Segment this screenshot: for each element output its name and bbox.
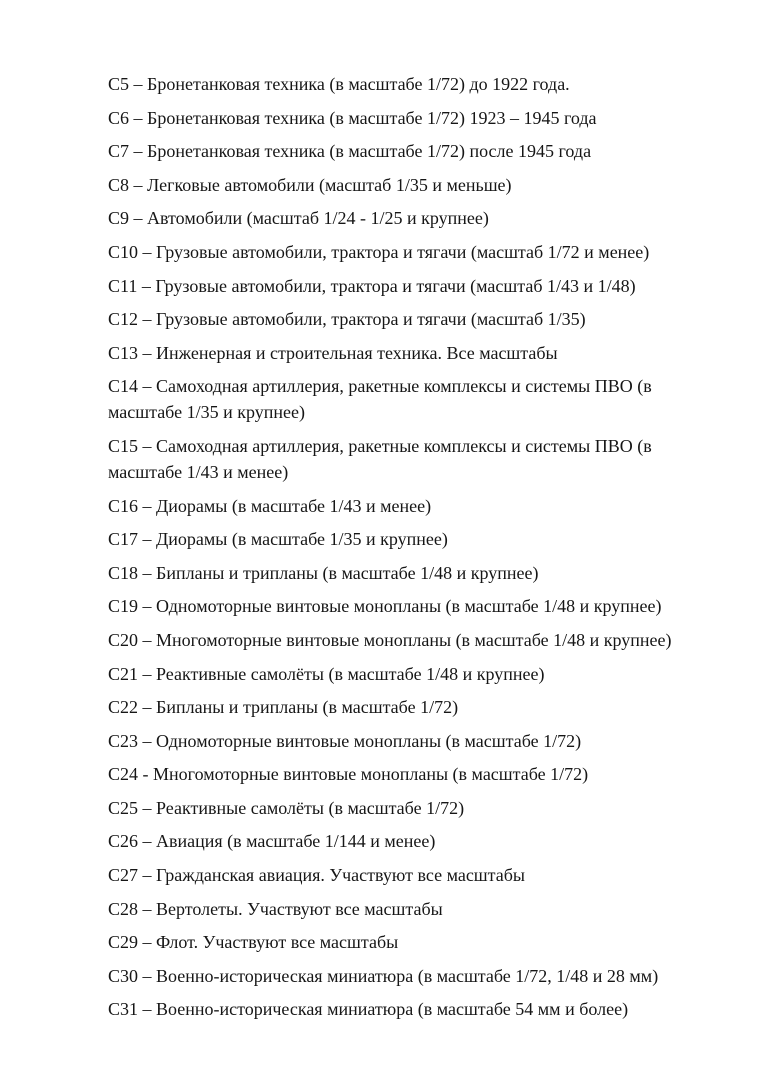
category-item: С18 – Бипланы и трипланы (в масштабе 1/48 и крупнее) bbox=[108, 562, 539, 583]
category-item: С30 – Военно-историческая миниатюра (в масштабе 1/72, 1/48 и 28 мм) bbox=[108, 965, 659, 986]
category-item: С13 – Инженерная и строительная техника. Все масштабы bbox=[108, 342, 558, 363]
category-item: С10 – Грузовые автомобили, трактора и тягачи (масштаб 1/72 и менее) bbox=[108, 241, 650, 262]
category-item: С7 – Бронетанковая техника (в масштабе 1/72) после 1945 года bbox=[108, 141, 592, 162]
category-item: С31 – Военно-историческая миниатюра (в масштабе 54 мм и более) bbox=[108, 999, 629, 1020]
category-item: С19 – Одномоторные винтовые монопланы (в масштабе 1/48 и крупнее) bbox=[108, 596, 662, 617]
category-item: С8 – Легковые автомобили (масштаб 1/35 и меньше) bbox=[108, 174, 512, 195]
category-item: С15 – Самоходная артиллерия, ракетные комплексы и системы ПВО (в масштабе 1/43 и менее) bbox=[108, 435, 652, 482]
category-list bbox=[108, 71, 688, 1030]
category-item: С23 – Одномоторные винтовые монопланы (в масштабе 1/72) bbox=[108, 730, 582, 751]
category-item: С16 – Диорамы (в масштабе 1/43 и менее) bbox=[108, 495, 432, 516]
category-item: С27 – Гражданская авиация. Участвуют все масштабы bbox=[108, 865, 525, 886]
category-item: С22 – Бипланы и трипланы (в масштабе 1/72) bbox=[108, 697, 459, 718]
category-item: С25 – Реактивные самолёты (в масштабе 1/72) bbox=[108, 797, 465, 818]
category-item: С14 – Самоходная артиллерия, ракетные комплексы и системы ПВО (в масштабе 1/35 и крупнее) bbox=[108, 376, 652, 423]
category-item: С24 - Многомоторные винтовые монопланы (в масштабе 1/72) bbox=[108, 764, 589, 785]
category-item: С28 – Вертолеты. Участвуют все масштабы bbox=[108, 898, 443, 919]
category-item: С26 – Авиация (в масштабе 1/144 и менее) bbox=[108, 831, 436, 852]
category-item: С5 – Бронетанковая техника (в масштабе 1/72) до 1922 года. bbox=[108, 74, 570, 94]
category-item: С11 – Грузовые автомобили, трактора и тягачи (масштаб 1/43 и 1/48) bbox=[108, 275, 636, 296]
category-item: С17 – Диорамы (в масштабе 1/35 и крупнее) bbox=[108, 529, 448, 550]
category-item: С21 – Реактивные самолёты (в масштабе 1/48 и крупнее) bbox=[108, 663, 545, 684]
category-item: С12 – Грузовые автомобили, трактора и тягачи (масштаб 1/35) bbox=[108, 309, 586, 330]
category-item: С6 – Бронетанковая техника (в масштабе 1/72) 1923 – 1945 года bbox=[108, 107, 597, 128]
category-item: С20 – Многомоторные винтовые монопланы (в масштабе 1/48 и крупнее) bbox=[108, 629, 672, 650]
category-item: С9 – Автомобили (масштаб 1/24 - 1/25 и крупнее) bbox=[108, 208, 489, 229]
category-item: С29 – Флот. Участвуют все масштабы bbox=[108, 932, 399, 953]
